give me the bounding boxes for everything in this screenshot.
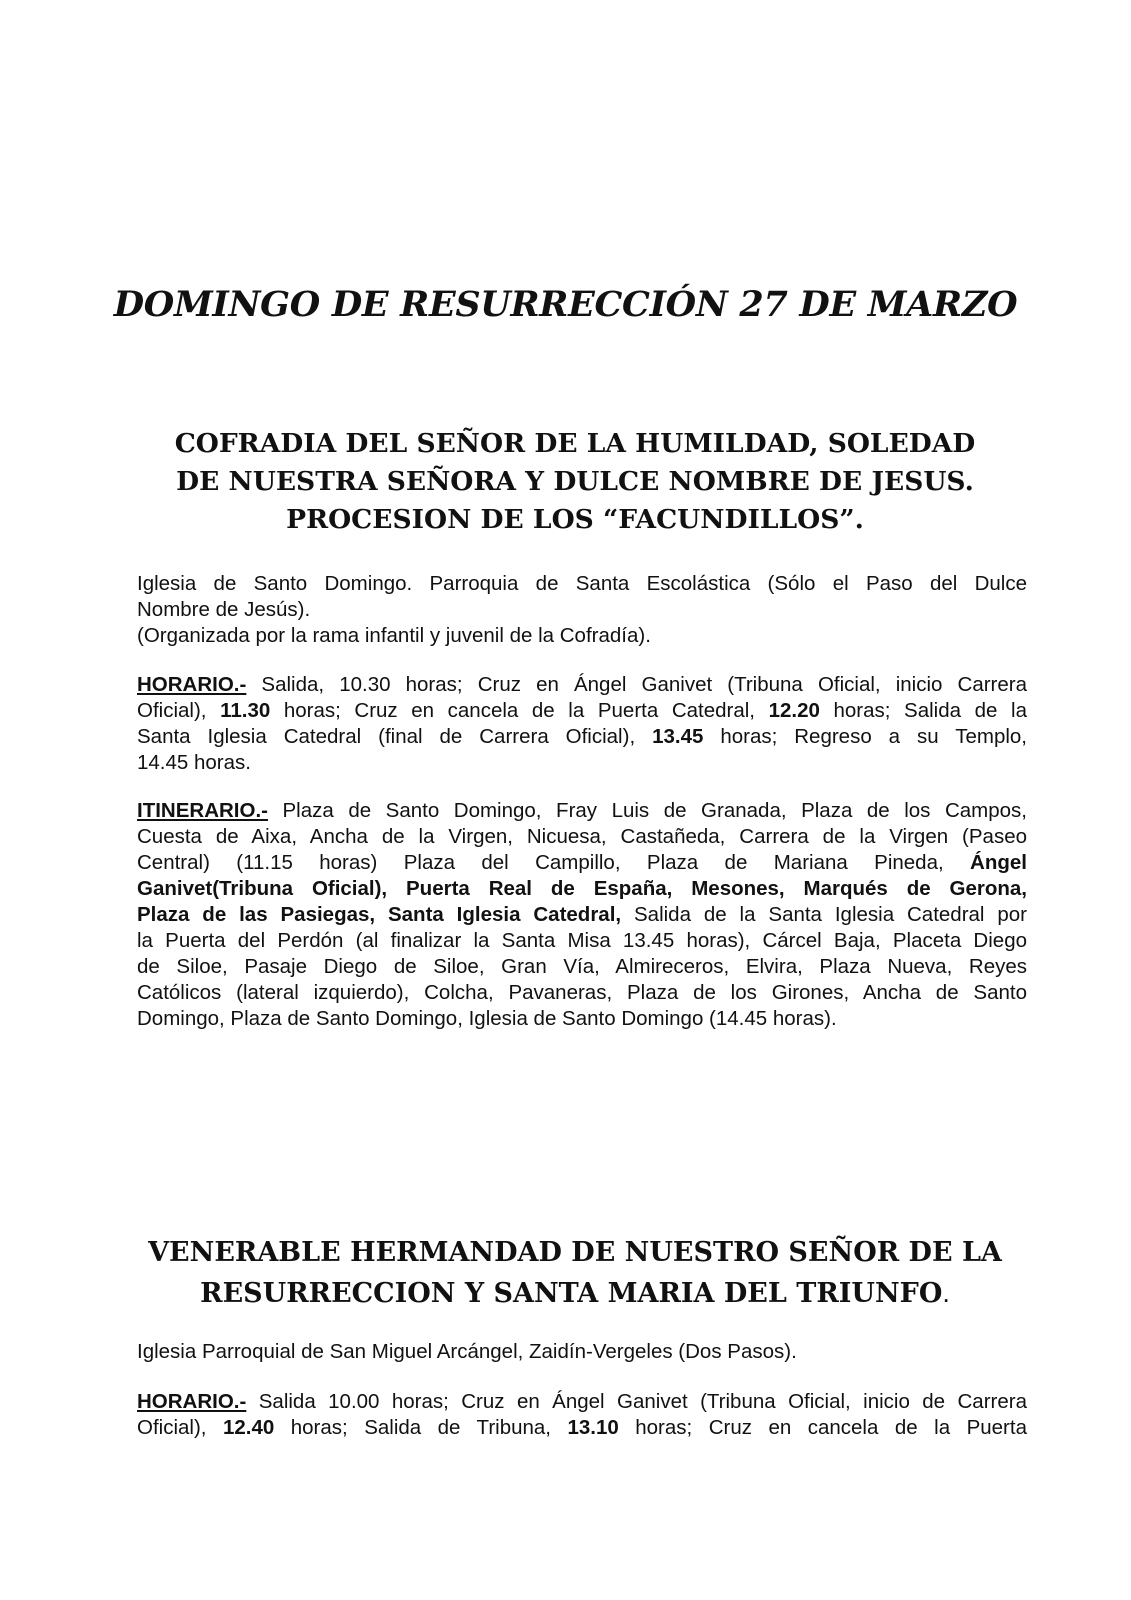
horario-line: 14.45 horas. xyxy=(137,751,251,774)
horario-time: 13.10 xyxy=(567,1416,619,1439)
section-1-title-line: COFRADIA DEL SEÑOR DE LA HUMILDAD, SOLEDAD xyxy=(174,428,976,459)
church-line: Iglesia de Santo Domingo. Parroquia de Santa Escolástica (Sólo el Paso del Dulce xyxy=(137,572,1027,595)
section-2-title-line: VENERABLE HERMANDAD DE NUESTRO SEÑOR DE LA xyxy=(148,1237,1002,1268)
section-1-title-line: PROCESION DE LOS “FACUNDILLOS”. xyxy=(286,504,864,535)
church-line: (Organizada por la rama infantil y juvenil de la Cofradía). xyxy=(137,624,651,647)
section-2-church-info xyxy=(137,1339,1027,1365)
section-1-church-info xyxy=(137,571,1027,649)
horario-time: 12.20 xyxy=(768,699,820,722)
horario-line xyxy=(137,1389,1027,1415)
itinerario-bold-text: Ángel xyxy=(970,851,1027,874)
horario-text: Salida 10.00 horas; Cruz en Ángel Ganivet (Tribuna Oficial, inicio de Carrera xyxy=(246,1390,1027,1413)
horario-label: HORARIO.- xyxy=(137,1390,247,1413)
itinerario-bold-text: Plaza de las Pasiegas, Santa Iglesia Catedral, xyxy=(137,903,622,926)
itinerario-bold-text: Ganivet(Tribuna Oficial), Puerta Real de España, Mesones, Marqués de Gerona, xyxy=(137,877,1027,900)
horario-label: HORARIO.- xyxy=(137,673,247,696)
itinerario-line xyxy=(137,902,1027,928)
horario-line xyxy=(137,698,1027,724)
itinerario-line: la Puerta del Perdón (al finalizar la Santa Misa 13.45 horas), Cárcel Baja, Placeta Diego xyxy=(137,929,1027,952)
section-1-itinerario xyxy=(137,798,1027,1032)
horario-text: Salida, 10.30 horas; Cruz en Ángel Ganivet (Tribuna Oficial, inicio Carrera xyxy=(246,673,1027,696)
section-1-title-line: DE NUESTRA SEÑORA Y DULCE NOMBRE DE JESUS. xyxy=(176,466,974,497)
horario-text: Oficial), xyxy=(137,1416,223,1439)
itinerario-line xyxy=(137,876,1027,902)
itinerario-line xyxy=(137,798,1027,824)
horario-text: horas; Regreso a su Templo, xyxy=(703,725,1027,748)
horario-line xyxy=(137,724,1027,750)
horario-time: 11.30 xyxy=(220,699,271,722)
horario-time: 12.40 xyxy=(222,1416,275,1439)
section-1-title xyxy=(130,425,1020,539)
itinerario-text: Salida de la Santa Iglesia Catedral por xyxy=(621,903,1027,926)
horario-text: Oficial), xyxy=(137,699,221,722)
church-line: Iglesia Parroquial de San Miguel Arcángel, Zaidín-Vergeles (Dos Pasos). xyxy=(137,1340,797,1363)
itinerario-text: Central) (11.15 horas) Plaza del Campillo, Plaza de Mariana Pineda, xyxy=(137,851,971,874)
section-2-horario xyxy=(137,1389,1027,1441)
horario-text: horas; Cruz en cancela de la Puerta Catedral, xyxy=(270,699,769,722)
horario-text: Santa Iglesia Catedral (final de Carrera Oficial), xyxy=(137,725,653,748)
itinerario-line xyxy=(137,850,1027,876)
horario-text: horas; Salida de la xyxy=(819,699,1027,722)
horario-time: 13.45 xyxy=(652,725,704,748)
church-line: Nombre de Jesús). xyxy=(137,598,311,621)
itinerario-label: ITINERARIO.- xyxy=(137,799,268,822)
itinerario-line: de Siloe, Pasaje Diego de Siloe, Gran Vía, Almireceros, Elvira, Plaza Nueva, Reyes xyxy=(137,955,1027,978)
page-title: DOMINGO DE RESURRECCIÓN 27 DE MARZO xyxy=(113,284,1018,325)
horario-text: horas; Salida de Tribuna, xyxy=(274,1416,568,1439)
itinerario-line: Domingo, Plaza de Santo Domingo, Iglesia de Santo Domingo (14.45 horas). xyxy=(137,1007,837,1030)
section-2-title-dot: . xyxy=(942,1278,950,1308)
itinerario-text: Plaza de Santo Domingo, Fray Luis de Granada, Plaza de los Campos, xyxy=(267,799,1027,822)
section-2-title-text: RESURRECCION Y SANTA MARIA DEL TRIUNFO xyxy=(200,1278,943,1309)
horario-text: horas; Cruz en cancela de la Puerta xyxy=(618,1416,1027,1439)
section-2-title xyxy=(130,1232,1020,1314)
section-1-horario xyxy=(137,672,1027,776)
itinerario-line: Cuesta de Aixa, Ancha de la Virgen, Nicuesa, Castañeda, Carrera de la Virgen (Paseo xyxy=(137,825,1027,848)
horario-line xyxy=(137,672,1027,698)
horario-line xyxy=(137,1415,1027,1441)
section-2-title-line xyxy=(130,1273,1020,1314)
itinerario-line: Católicos (lateral izquierdo), Colcha, Pavaneras, Plaza de los Girones, Ancha de Santo xyxy=(137,981,1027,1004)
